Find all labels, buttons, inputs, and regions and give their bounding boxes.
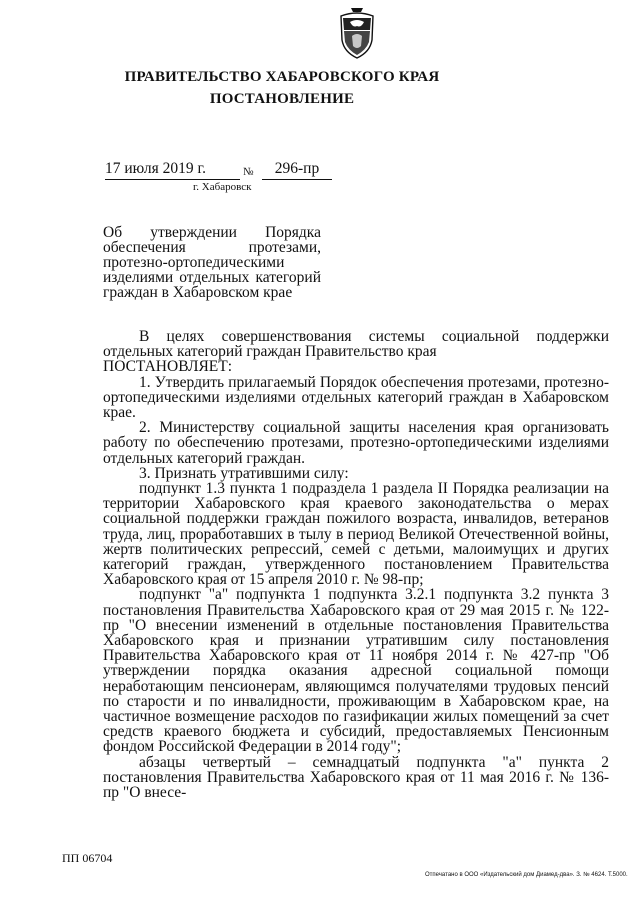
document-subject: Об утверждении Порядка обеспечения протезами, протезно-ортопедическими изделиями отдельных категорий граждан в Хабаровском крае [103,224,321,301]
subitem-1: подпункт 1.3 пункта 1 подраздела 1 раздела II Порядка реализации на территории Хабаровского края краевого законодательства о мерах социальной поддержки граждан пожилого возраста, инвалидов, ветеранов труда, лиц, проработавших в тылу в период Великой Отечественной войны, жертв политических репрессий, семей с детьми, малоимущих и других категорий граждан, утвержденного постановлением Правительства Хабаровского края от 15 апреля 2010 г. № 98-пр; [103,480,609,589]
subitem-3: абзацы четвертый – семнадцатый подпункта "а" пункта 2 постановления Правительства Хабаровского края от 11 мая 2016 г. № 136-пр "О внесе- [103,753,609,802]
document-date: 17 июля 2019 г. [105,160,240,180]
document-number: 296-пр [262,160,332,180]
decree-word: ПОСТАНОВЛЯЕТ: [103,358,233,376]
item-3: 3. Признать утратившими силу: [139,464,349,482]
intro-paragraph: В целях совершенствования системы социальной поддержки отдельных категорий граждан Правительство края [103,328,609,361]
item-2: 2. Министерству социальной защиты населения края организовать работу по обеспечению протезами, протезно-ортопедическими изделиями отдельных категорий граждан. [103,419,609,467]
subitem-2: подпункт "а" подпункта 1 подпункта 3.2.1 подпункта 3.2 пункта 3 постановления Правительства Хабаровского края от 29 мая 2015 г. № 122-пр "О внесении изменений в отдельные постановления Правительства Хабаровского края и признании утратившим силу постановления Правительства Хабаровского края от 11 ноября 2014 г. № 427-пр "Об утверждении порядка оказания адресной социальной помощи неработающим пенсионерам, являющимся получателями трудовых пенсий по старости и по инвалидности, проживающим в Хабаровском крае, на частичное возмещение расходов по газификации жилых помещений за счет средств краевого бюджета и субсидий, предоставляемых Пенсионным фондом Российской Федерации в 2014 году"; [103,586,609,756]
document-type: ПОСТАНОВЛЕНИЕ [209,91,355,107]
government-title: ПРАВИТЕЛЬСТВО ХАБАРОВСКОГО КРАЯ [124,69,440,85]
printer-note: Отпечатано в ООО «Издательский дом Диамед-два». З. № 4624. Т.5000. [425,872,628,878]
number-sign: № [243,166,254,178]
document-city: г. Хабаровск [193,181,252,193]
document-body [103,329,609,800]
coat-of-arms-icon [337,6,377,60]
document-code: ПП 06704 [62,851,113,865]
item-1: 1. Утвердить прилагаемый Порядок обеспечения протезами, протезно-ортопедическими изделиями отдельных категорий граждан в Хабаровском крае. [103,373,609,422]
